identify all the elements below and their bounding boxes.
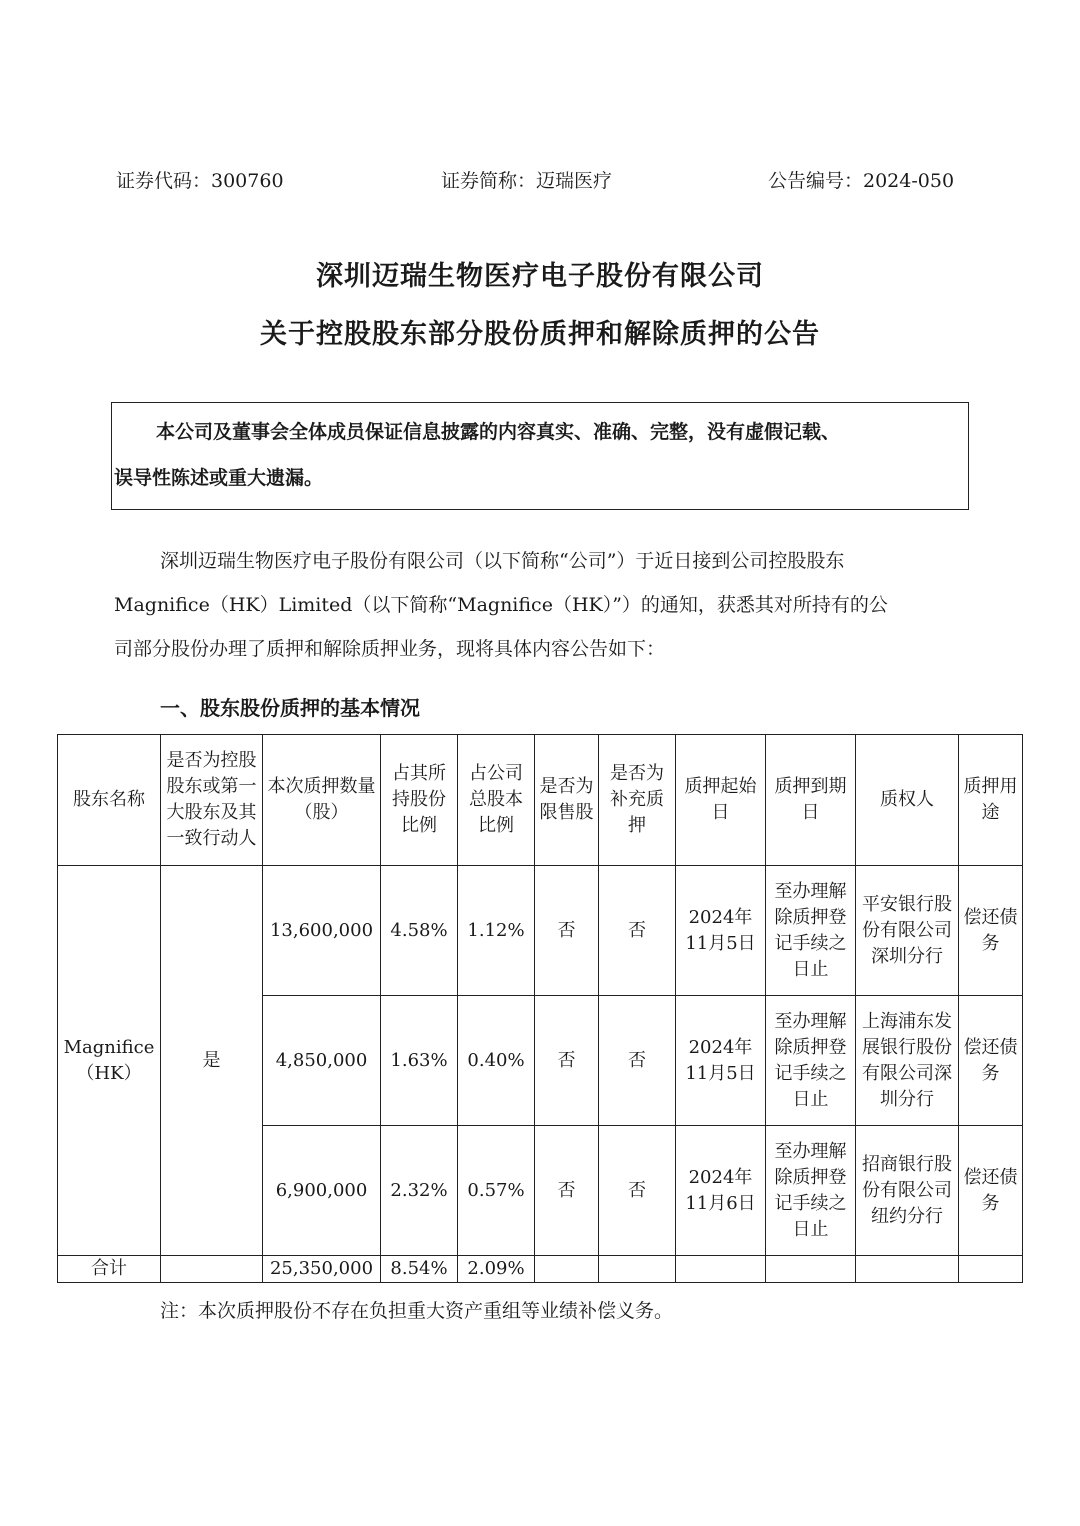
- empty-cell: [766, 1256, 856, 1283]
- board-statement-line2: 误导性陈述或重大遗漏。: [114, 467, 324, 489]
- col-header-start-date: 质押起始日: [676, 735, 766, 866]
- restricted-cell: 否: [535, 1126, 599, 1256]
- col-header-end-date: 质押到期日: [766, 735, 856, 866]
- pct-held-cell: 2.32%: [381, 1126, 458, 1256]
- pledged-qty-cell: 13,600,000: [263, 866, 381, 996]
- pct-total-cell: 0.57%: [458, 1126, 535, 1256]
- footnote: 注：本次质押股份不存在负担重大资产重组等业绩补偿义务。: [160, 1300, 674, 1322]
- pledgee-cell: 上海浦东发展银行股份有限公司深圳分行: [856, 996, 959, 1126]
- pledge-table: [57, 734, 1023, 1283]
- col-header-is-controlling: 是否为控股股东或第一大股东及其一致行动人: [161, 735, 263, 866]
- pledgee-cell: 招商银行股份有限公司纽约分行: [856, 1126, 959, 1256]
- col-header-pledgee: 质权人: [856, 735, 959, 866]
- intro-line1: 深圳迈瑞生物医疗电子股份有限公司（以下简称“公司”）于近日接到公司控股股东: [160, 550, 845, 572]
- purpose-cell: 偿还债务: [959, 866, 1023, 996]
- col-header-pct-held: 占其所持股份比例: [381, 735, 458, 866]
- empty-cell: [161, 1256, 263, 1283]
- security-short-name: 证券简称：迈瑞医疗: [441, 170, 613, 192]
- purpose-cell: 偿还债务: [959, 1126, 1023, 1256]
- end-date-cell: 至办理解除质押登记手续之日止: [766, 996, 856, 1126]
- pct-total-cell: 1.12%: [458, 866, 535, 996]
- table-total-row: [58, 1256, 1023, 1283]
- total-label-cell: 合计: [58, 1256, 161, 1283]
- section-heading: 一、股东股份质押的基本情况: [160, 696, 420, 720]
- col-header-purpose: 质押用途: [959, 735, 1023, 866]
- supplementary-cell: 否: [599, 1126, 676, 1256]
- announcement-title: 关于控股股东部分股份质押和解除质押的公告: [260, 319, 820, 350]
- total-pct-held-cell: 8.54%: [381, 1256, 458, 1283]
- col-header-shareholder: 股东名称: [58, 735, 161, 866]
- pledged-qty-cell: 6,900,000: [263, 1126, 381, 1256]
- purpose-cell: 偿还债务: [959, 996, 1023, 1126]
- intro-line3: 司部分股份办理了质押和解除质押业务，现将具体内容公告如下：: [114, 638, 666, 660]
- pledgee-cell: 平安银行股份有限公司深圳分行: [856, 866, 959, 996]
- pct-total-cell: 0.40%: [458, 996, 535, 1126]
- total-pct-total-cell: 2.09%: [458, 1256, 535, 1283]
- supplementary-cell: 否: [599, 866, 676, 996]
- empty-cell: [676, 1256, 766, 1283]
- col-header-supplementary: 是否为补充质押: [599, 735, 676, 866]
- empty-cell: [599, 1256, 676, 1283]
- restricted-cell: 否: [535, 996, 599, 1126]
- end-date-cell: 至办理解除质押登记手续之日止: [766, 1126, 856, 1256]
- start-date-cell: 2024年11月6日: [676, 1126, 766, 1256]
- empty-cell: [856, 1256, 959, 1283]
- table-row: [58, 866, 1023, 996]
- board-statement-line1: 本公司及董事会全体成员保证信息披露的内容真实、准确、完整，没有虚假记载、: [156, 421, 841, 443]
- pct-held-cell: 4.58%: [381, 866, 458, 996]
- table-header-row: [58, 735, 1023, 866]
- start-date-cell: 2024年11月5日: [676, 866, 766, 996]
- announcement-number: 公告编号：2024-050: [768, 170, 955, 192]
- total-qty-cell: 25,350,000: [263, 1256, 381, 1283]
- start-date-cell: 2024年11月5日: [676, 996, 766, 1126]
- restricted-cell: 否: [535, 866, 599, 996]
- supplementary-cell: 否: [599, 996, 676, 1126]
- col-header-pct-total: 占公司总股本比例: [458, 735, 535, 866]
- board-statement-box: [111, 402, 969, 510]
- pct-held-cell: 1.63%: [381, 996, 458, 1126]
- is-controlling-cell: 是: [161, 866, 263, 1256]
- empty-cell: [959, 1256, 1023, 1283]
- col-header-restricted: 是否为限售股: [535, 735, 599, 866]
- end-date-cell: 至办理解除质押登记手续之日止: [766, 866, 856, 996]
- col-header-pledged-qty: 本次质押数量（股）: [263, 735, 381, 866]
- company-title: 深圳迈瑞生物医疗电子股份有限公司: [316, 261, 764, 292]
- empty-cell: [535, 1256, 599, 1283]
- security-code: 证券代码：300760: [116, 170, 284, 192]
- shareholder-cell: Magnifice（HK）: [58, 866, 161, 1256]
- intro-line2: Magnifice（HK）Limited（以下简称“Magnifice（HK）”）的通知，获悉其对所持有的公: [114, 594, 888, 616]
- pledged-qty-cell: 4,850,000: [263, 996, 381, 1126]
